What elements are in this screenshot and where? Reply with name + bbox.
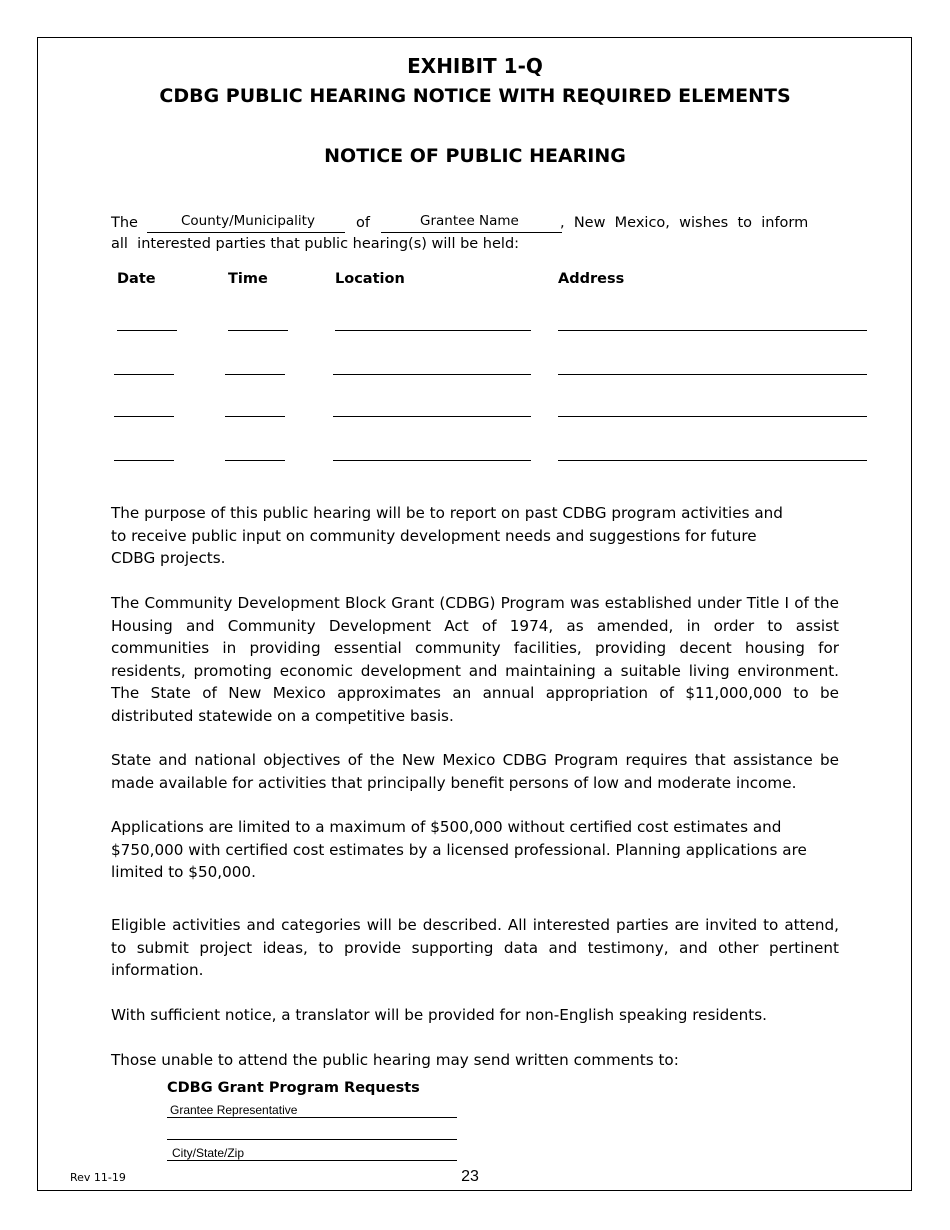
location-blank[interactable] xyxy=(333,460,531,461)
exhibit-title: EXHIBIT 1-Q xyxy=(407,54,543,78)
location-blank[interactable] xyxy=(335,330,531,331)
objectives-paragraph: State and national objectives of the New Mexico CDBG Program requires that assistance be made available for activities that principally benefit persons of low and moderate income. xyxy=(111,751,839,792)
eligible-paragraph: Eligible activities and categories will be described. All interested parties are invited to attend, to submit project ideas, to provide supporting data and testimony, and other pertinent information. xyxy=(111,916,839,980)
date-blank[interactable] xyxy=(114,416,174,417)
street-address-line[interactable] xyxy=(167,1139,457,1140)
notice-title: NOTICE OF PUBLIC HEARING xyxy=(324,145,626,167)
address-blank[interactable] xyxy=(558,374,867,375)
page-number: 23 xyxy=(461,1168,479,1185)
comments-paragraph: Those unable to attend the public hearing may send written comments to: xyxy=(111,1051,679,1069)
address-blank[interactable] xyxy=(558,416,867,417)
limits-paragraph: Applications are limited to a maximum of $500,000 without certified cost estimates and $750,000 with certified cost estimates by a licensed professional. Planning applications are limited to $50,000. xyxy=(111,818,807,882)
intro-line2: all interested parties that public hearing(s) will be held: xyxy=(111,236,520,252)
address-block-title: CDBG Grant Program Requests xyxy=(167,1080,420,1096)
header-address: Address xyxy=(558,271,625,287)
location-blank[interactable] xyxy=(333,374,531,375)
city-state-zip-label: City/State/Zip xyxy=(172,1146,245,1160)
grantee-representative-label: Grantee Representative xyxy=(170,1103,298,1117)
location-blank[interactable] xyxy=(333,416,531,417)
time-blank[interactable] xyxy=(228,330,288,331)
time-blank[interactable] xyxy=(225,374,285,375)
intro-the: The xyxy=(111,215,138,231)
program-paragraph: The Community Development Block Grant (CDBG) Program was established under Title I of the Housing and Community Development Act of 1974, as amended, in order to assist communities in providing essential community facilities, providing decent housing for residents, promoting economic development and maintaining a suitable living environment. The State of New Mexico approximates an annual appropriation of $11,000,000 to be distributed statewide on a competitive basis. xyxy=(111,594,839,725)
intro-of: of xyxy=(356,215,370,231)
revision-label: Rev 11-19 xyxy=(70,1171,126,1184)
county-field-label: County/Municipality xyxy=(181,213,315,229)
date-blank[interactable] xyxy=(114,460,174,461)
grantee-field-line[interactable] xyxy=(381,232,562,233)
exhibit-subtitle: CDBG PUBLIC HEARING NOTICE WITH REQUIRED ELEMENTS xyxy=(159,85,791,107)
date-blank[interactable] xyxy=(117,330,177,331)
address-blank[interactable] xyxy=(558,460,867,461)
grantee-field-label: Grantee Name xyxy=(420,213,519,229)
intro-line1-rest: , New Mexico, wishes to inform xyxy=(560,215,809,231)
header-time: Time xyxy=(228,271,268,287)
county-field-line[interactable] xyxy=(147,232,345,233)
time-blank[interactable] xyxy=(225,416,285,417)
city-state-zip-line[interactable] xyxy=(167,1160,457,1161)
header-location: Location xyxy=(335,271,405,287)
grantee-representative-line[interactable] xyxy=(167,1117,457,1118)
time-blank[interactable] xyxy=(225,460,285,461)
date-blank[interactable] xyxy=(114,374,174,375)
address-blank[interactable] xyxy=(558,330,867,331)
translator-paragraph: With sufficient notice, a translator will be provided for non-English speaking residents. xyxy=(111,1006,767,1024)
purpose-paragraph: The purpose of this public hearing will be to report on past CDBG program activities and to receive public input on community development needs and suggestions for future CDBG projects. xyxy=(111,504,783,568)
header-date: Date xyxy=(117,271,156,287)
